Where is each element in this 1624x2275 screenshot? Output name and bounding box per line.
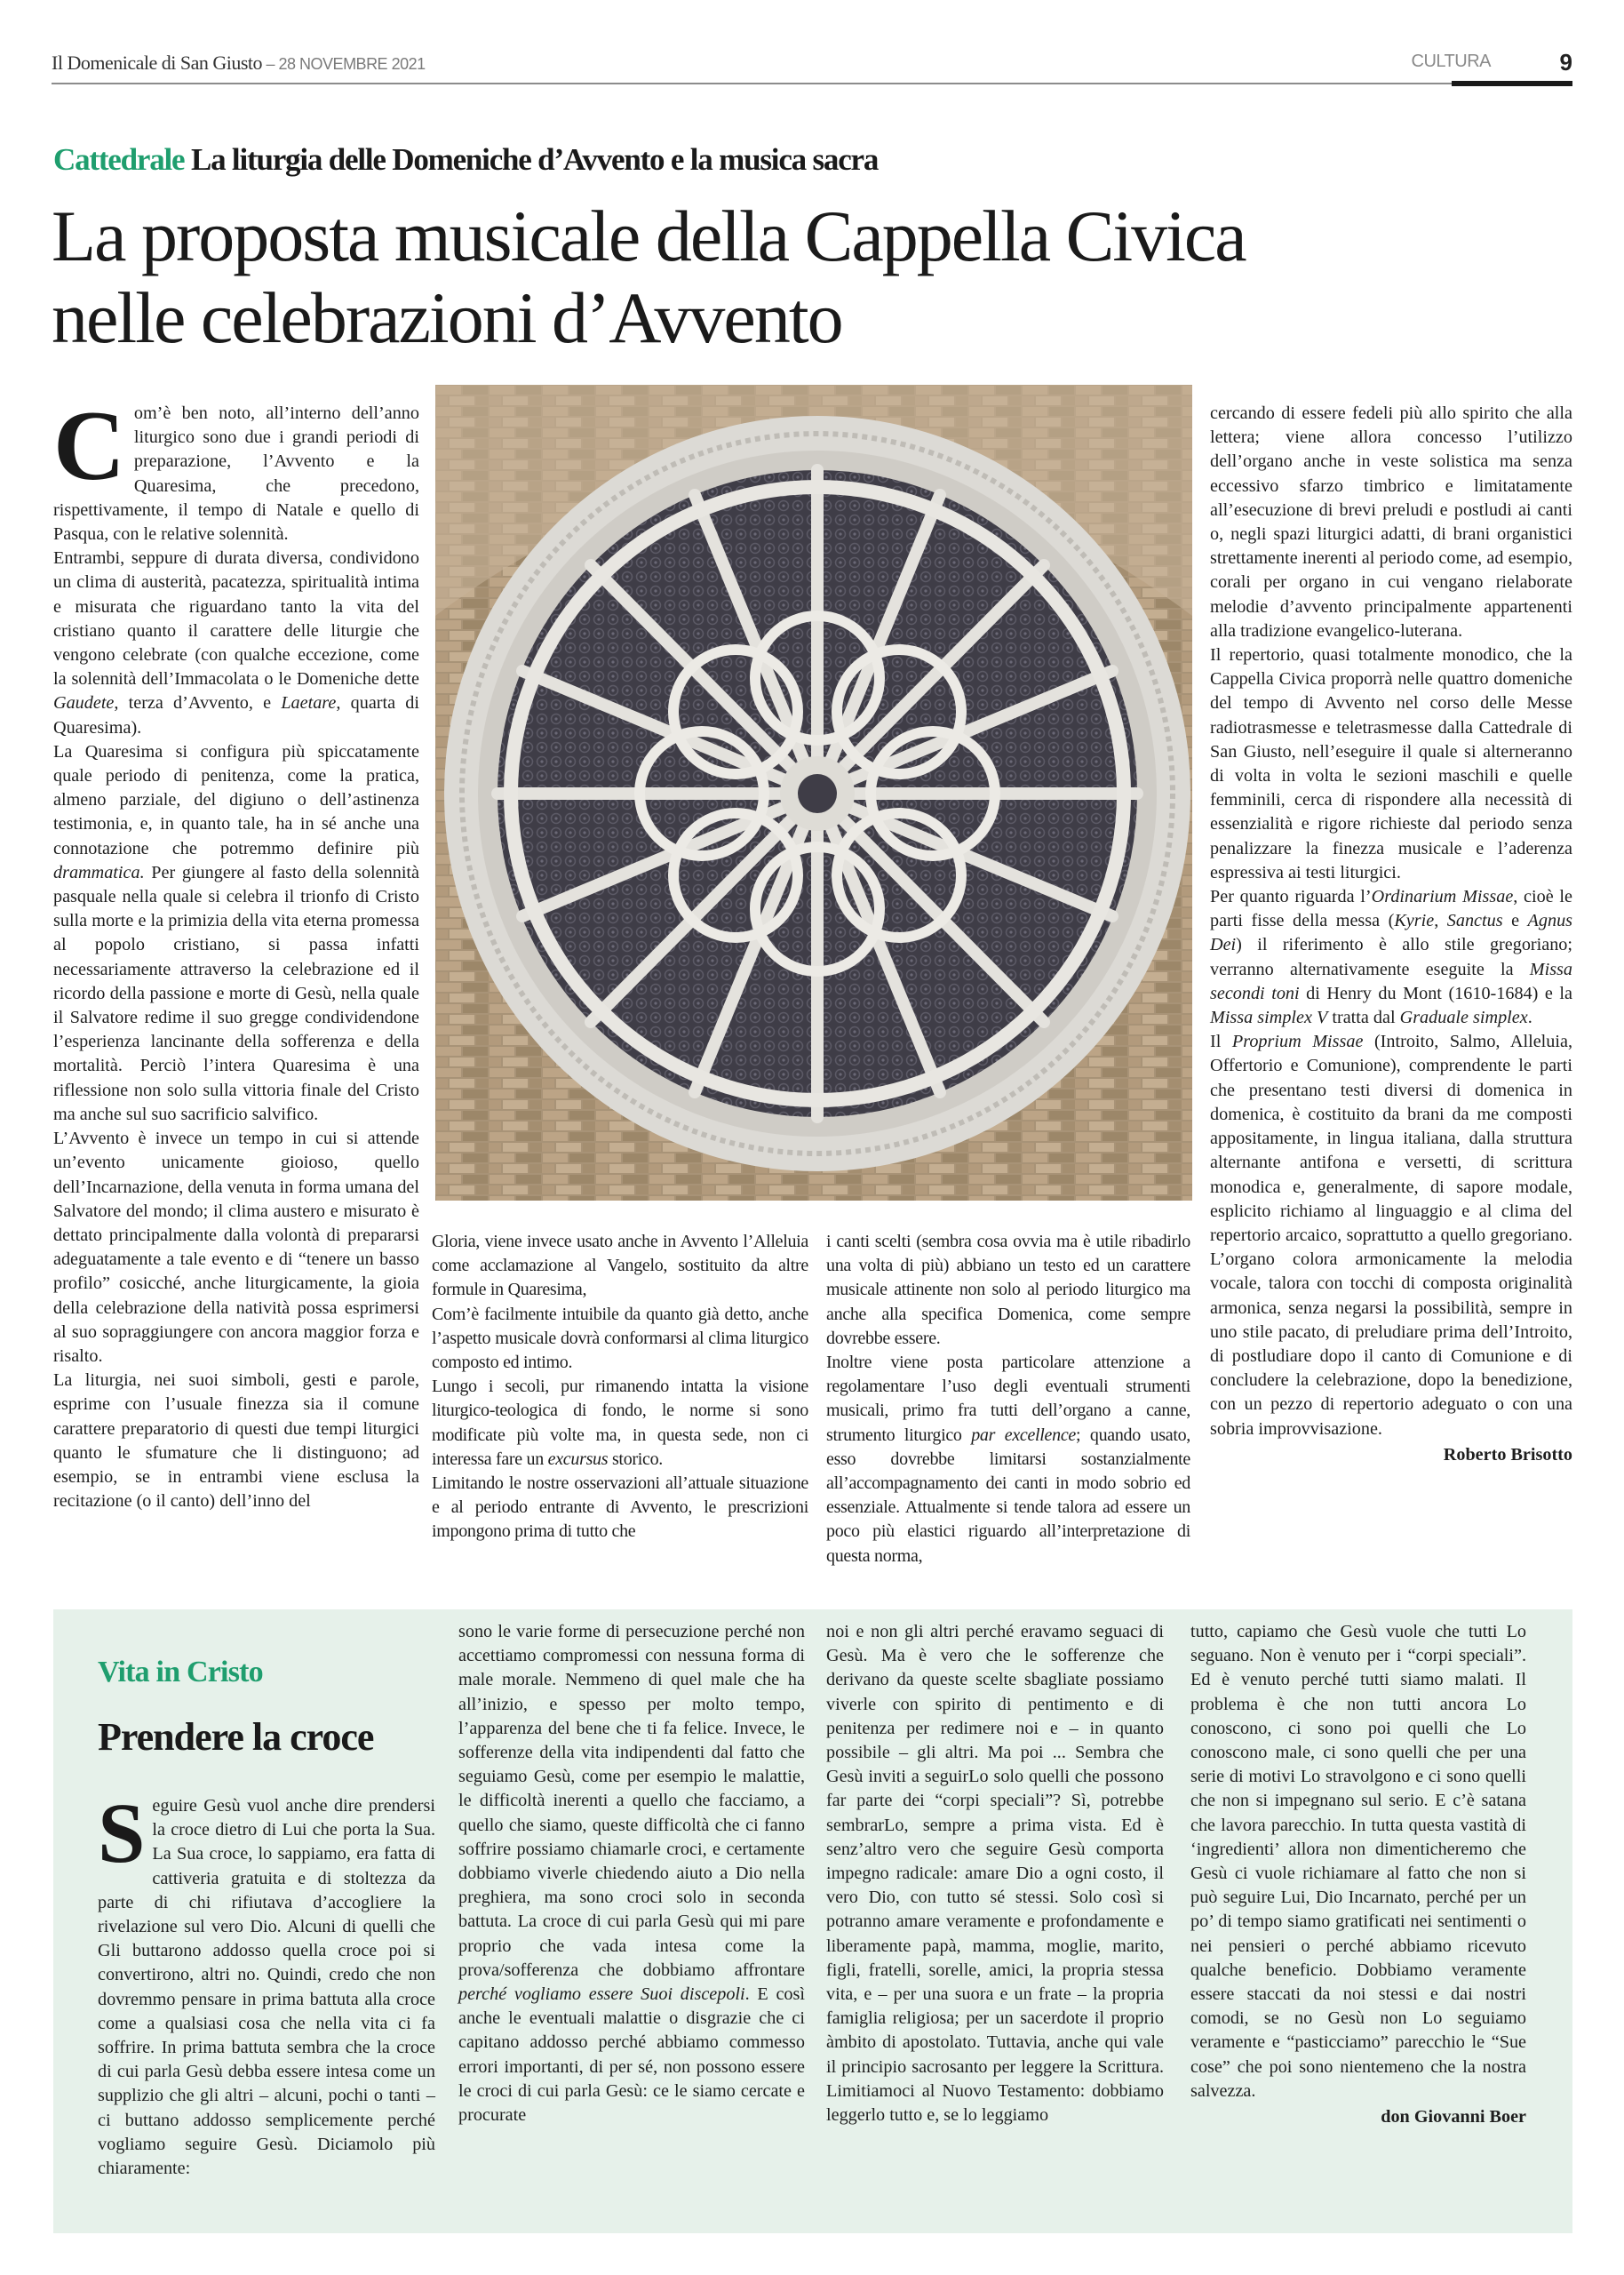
text: ) il riferimento è allo stile gregoriano; verranno alternativamente eseguite la: [1210, 935, 1572, 979]
rose-window-photo: [435, 385, 1192, 1201]
italic-term: Agnus Dei: [1210, 911, 1573, 955]
text: La Quaresima si configura più spiccatamente quale periodo di penitenza, come la pratica, almeno parziale, del digiuno o dell’astinenza testimonia, e, in quanto tale, ha in sé anche una connotazione che potremmo definire più: [53, 741, 419, 858]
italic-term: Laetare: [281, 693, 337, 714]
text: , cioè le parti fisse della messa (: [1210, 887, 1572, 931]
paragraph: [1210, 885, 1572, 1030]
paper-title: Il Domenicale di San Giusto: [52, 52, 263, 74]
paragraph: cercando di essere fedeli più allo spirito che alla lettera; viene allora concesso l’utilizzo dell’organo anche in veste solistica ma senza eccessivo sfarzo timbrico e limitatamente all’esecuzione di brevi preludi e postludi ai canti o, negli spazi liturgici adatti, di brani organistici strettamente inerenti al periodo come, ad esempio, corali per organo in cui vengano rielaborate melodie d’avvento principalmente appartenenti alla tradizione evangelico-luterana.: [1210, 403, 1572, 641]
paragraph: Com’è facilmente intuibile da quanto già detto, anche l’aspetto musicale dovrà conformarsi al clima liturgico composto ed intimo.: [432, 1304, 808, 1373]
article-kicker: [53, 142, 878, 178]
headline-line-1: La proposta musicale della Cappella Civica: [52, 196, 1246, 276]
text: , quarta di Quaresima).: [53, 693, 419, 738]
rose-window-image: [435, 385, 1192, 1201]
section-label: CULTURA: [1411, 52, 1491, 71]
italic-term: Missa simplex V: [1210, 1008, 1328, 1028]
article-author: Roberto Brisotto: [1443, 1444, 1572, 1465]
text: Il: [1210, 1032, 1232, 1052]
text: ,: [1434, 911, 1447, 931]
text: ; quando usato, esso dovrebbe limitarsi sostanzialmente all’accompagnamento dei canti in modo sobrio ed essenziale. Attualmente si tende talora ad essere un poco più elastici riguardo all’interpretazione di questa norma,: [826, 1425, 1190, 1566]
paragraph: tutto, capiamo che Gesù vuole che tutti Lo seguano. Non è venuto per i “corpi speciali”. Ed è venuto perché tutti siamo malati. Il problema è che non tutti ancora Lo conoscono, ci sono poi quelli che Lo conoscono male, ci sono quelli che per una serie di motivi Lo stravolgono e ci sono quelli che non si impegnano sul serio. E c’è satana che lavora parecchio. In tutta questa vastità di ‘ingredienti’ allora non dimenticheremo che Gesù ci vuole richiamare al fatto che non si può seguire Lui, Dio Incarnato, perché per un po’ di tempo siamo gratificati nei sentimenti o nei pensieri o perché abbiamo ricevuto qualche beneficio. Dobbiamo veramente essere staccati da noi stessi e dai nostri comodi, se no Gesù non Lo seguiamo veramente e “pasticciamo” parecchio le “Sue cose” che poi sono nientemeno che la nostra salvezza.: [1190, 1622, 1526, 2101]
italic-term: drammatica.: [53, 862, 145, 882]
kicker-tag: Cattedrale: [53, 142, 185, 177]
paragraph: L’Avvento è invece un tempo in cui si attende un’evento unicamente gioioso, quello dell’Incarnazione, della venuta in forma umana del Salvatore del mondo; il clima austero e misurato è dettato principalmente dalla volontà di prepararsi adeguatamente a tale evento e di “tenere un basso profilo” cosicché, anche liturgicamente, la gioia della celebrazione della natività possa esprimersi al suo sopraggiungere con ancora maggior forza e risalto.: [53, 1129, 419, 1366]
box-column-3: [826, 1620, 1164, 2127]
box-kicker: Vita in Cristo: [98, 1656, 263, 1688]
text: (Introito, Salmo, Alleluia, Offertorio e Comunione), comprendente le parti che presentano testi diversi di domenica in domenica, è costituito da brani da me composti appositamente, in lingua italiana, dalla struttura alternante antifona e versetti, di scrittura monodica e, generalmente, di sapore modale, esplicito richiamo al linguaggio e al clima del repertorio arcaico, soprattutto a quello gregoriano. L’organo colora armonicamente la melodia vocale, talora con tocchi di composta originalità armonica, senza negarsi la possibilità, sempre in uno stile pacato, di preludiare prima dell’Introito, di postludiare dopo il canto di Comunione e di concludere la celebrazione, dopo la benedizione, con un pezzo di repertorio adeguato o con una sobria improvvisazione.: [1210, 1032, 1572, 1439]
paragraph: [458, 1620, 805, 2127]
paragraph: [826, 1351, 1190, 1569]
paragraph: [1210, 1030, 1572, 1441]
italic-term: Kyrie: [1394, 911, 1435, 931]
italic-term: Proprium Missae: [1231, 1032, 1364, 1052]
text: Per giungere al fasto della solennità pasquale nella quale si celebra il trionfo di Cristo sulla morte e la primizia della vita eterna promessa al popolo cristiano, si passa infatti necessariamente attraverso la celebrazione ed il ricordo della passione e morte di Gesù, nella quale il Salvatore redime il suo gregge condividendone l’esperienza lancinante della sofferenza e della mortalità. Perciò l’intera Quaresima è una riflessione non solo sulla vittoria finale del Cristo ma anche sul suo sacrificio salvifico.: [53, 862, 419, 1124]
page-number: 9: [1559, 49, 1572, 76]
box-column-1: [98, 1785, 435, 2181]
paragraph: [98, 1785, 435, 2181]
sidebar-box-vita-in-cristo: [53, 1609, 1572, 2233]
box-title: Prendere la croce: [98, 1715, 374, 1759]
text: storico.: [608, 1449, 663, 1469]
paragraph: [53, 547, 419, 740]
italic-term: Ordinarium Missae: [1371, 887, 1514, 907]
text: Lungo i secoli, pur rimanendo intatta la visione liturgico-teologica di fondo, le norme si sono modificate più volte ma, in questa sede, non ci interessa fare un: [432, 1377, 808, 1469]
paragraph: [53, 391, 419, 547]
running-head: [52, 49, 1572, 87]
paragraph: [432, 1375, 808, 1472]
article-column-2: [432, 1230, 808, 1545]
text: . E così anche le eventuali malattie o disgrazie che ci capitano addosso perché abbiamo commesso errori importanti, di per sé, non possono essere le croci di cui parla Gesù: ce le siamo cercate e procurate: [458, 1984, 805, 2126]
paragraph: [53, 740, 419, 1127]
italic-term: Missa secondi toni: [1210, 959, 1572, 1003]
italic-term: excursus: [547, 1449, 609, 1469]
drop-cap: C: [53, 391, 125, 501]
text: , terza d’Avvento, e: [114, 693, 282, 714]
paragraph: Gloria, viene invece usato anche in Avvento l’Alleluia come acclamazione al Vangelo, sostituito da altre formule in Quaresima,: [432, 1232, 808, 1300]
box-author: don Giovanni Boer: [1381, 2107, 1526, 2127]
paragraph: La liturgia, nei suoi simboli, gesti e parole, esprime con l’usuale finezza sia il comune carattere preparatorio di questi due tempi liturgici quanto le sfumature che li distinguono; ad esempio, se in entrambi viene esclusa la recitazione (o il canto) dell’inno del: [53, 1370, 419, 1512]
italic-term: par excellence: [971, 1425, 1076, 1445]
italic-term: Sanctus: [1446, 911, 1503, 931]
paragraph: noi e non gli altri perché eravamo seguaci di Gesù. Ma è vero che le sofferenze che derivano da queste scelte sbagliate possiamo viverle con spirito di pentimento e di penitenza per redimere noi e – in quanto possibile – gli altri. Ma poi ... Sembra che Gesù inviti a seguirLo solo quelli che possono far parte dei “corpi speciali”? Sì, potrebbe sembrarLo, sempre a prima vista. Ed è senz’altro vero che seguire Gesù comporta impegno radicale: amare Dio a ogni costo, il vero Dio, con tutto sé stessi. Solo così si potranno amare veramente e profondamente e liberamente papà, mamma, moglie, marito, figli, fratelli, sorelle, amici, la propria stessa vita, e – per una suora e un frate – la propria famiglia religiosa; per un sacerdote il proprio àmbito di apostolato. Tuttavia, anche qui vale il principio sacrosanto per leggere la Scrittura. Limitiamoci al Nuovo Testamento: dobbiamo leggerlo tutto e, se lo leggiamo: [826, 1622, 1164, 2126]
header-rule: [52, 83, 1572, 84]
paragraph: Limitando le nostre osservazioni all’attuale situazione e al periodo entrante di Avvento, le prescrizioni impongono prima di tutto che: [432, 1473, 808, 1542]
headline-line-2: nelle celebrazioni d’Avvento: [52, 277, 842, 358]
text: .: [1527, 1008, 1532, 1028]
text: om’è ben noto, all’interno dell’anno liturgico sono due i grandi periodi di preparazione, l’Avvento e la Quaresima, che precedono, rispettivamente, il tempo di Natale e quello di Pasqua, con le relative solennità.: [53, 403, 419, 545]
italic-term: Gaudete: [53, 693, 115, 714]
newspaper-name: [52, 52, 426, 75]
text: Per quanto riguarda l’: [1210, 887, 1372, 907]
text: eguire Gesù vuol anche dire prendersi la croce dietro di Lui che porta la Sua. La Sua croce, lo sappiamo, era fatta di cattiveria gratuita e di stoltezza da parte di chi rifiutava d’accogliere la rivelazione sul vero Dio. Alcuni di quelli che Gli buttarono addosso quella croce poi si convertirono, altri no. Quindi, credo che non dovremmo pensare in prima battuta alla croce come a qualsiasi cosa che nella vita ci fa soffrire. In prima battuta sembra che la croce di cui parla Gesù debba essere intesa come un supplizio che gli altri – alcuni, pochi o tanti – ci buttano addosso semplicemente perché vogliamo seguire Gesù. Diciamolo più chiaramente:: [98, 1796, 435, 2179]
article-column-4: [1210, 402, 1572, 1467]
text: sono le varie forme di persecuzione perché non accettiamo compromessi con nessuna forma di male morale. Nemmeno di quel male che ha all’inizio, e spesso per molto tempo, l’apparenza del bene che ti fa felice. Invece, le sofferenze della vita indipendenti dal fatto che seguiamo Gesù, come per esempio le malattie, le difficoltà inerenti a quello che facciamo, a quello che siamo, queste difficoltà che ci fanno soffrire possiamo chiamarle croci, e certamente dobbiamo viverle chiedendo aiuto a Dio nella preghiera, ma sono croci solo in seconda battuta. La croce di cui parla Gesù qui mi pare proprio che vada intesa come la prova/sofferenza che dobbiamo affrontare: [458, 1622, 805, 1980]
text: e: [1502, 911, 1528, 931]
box-column-4: [1190, 1620, 1526, 2129]
text: Inoltre viene posta particolare attenzione a regolamentare l’uso degli eventuali strumenti musicali, primo fra tutti dell’organo a canne, strumento liturgico: [826, 1353, 1190, 1445]
paragraph: i canti scelti (sembra cosa ovvia ma è utile ribadirlo una volta di più) abbiano un testo ed un carattere musicale attinente non solo al periodo liturgico ma anche alla specifica Domenica, come sempre dovrebbe essere.: [826, 1232, 1190, 1348]
paragraph: Il repertorio, quasi totalmente monodico, che la Cappella Civica proporrà nelle quattro domeniche del tempo di Avvento nel corso delle Messe radiotrasmesse e teletrasmesse dalla Cattedrale di San Giusto, nell’eseguire il quale si alterneranno di volta in volta le sezioni maschili e quelle femminili, cerca di rispondere alla necessità di essenzialità e rigore richieste dal periodo senza penalizzare la finezza musicale e l’aderenza espressiva ai testi liturgici.: [1210, 645, 1572, 882]
issue-date: – 28 NOVEMBRE 2021: [262, 55, 426, 73]
article-column-1: [53, 391, 419, 1513]
article-headline: [52, 196, 1580, 359]
text: Entrambi, seppure di durata diversa, condividono un clima di austerità, pacatezza, spiritualità intima e misurata che riguardano tanto la vita del cristiano quanto il carattere delle liturgie che vengono celebrate (con qualche eccezione, come la solennità dell’Immacolata o le Domeniche dette: [53, 548, 419, 690]
drop-cap: S: [98, 1785, 146, 1880]
box-column-2: [458, 1620, 805, 2127]
header-rule-accent: [1452, 81, 1572, 86]
italic-phrase: perché vogliamo essere Suoi discepoli: [458, 1984, 745, 2005]
article-column-3: [826, 1230, 1190, 1569]
italic-term: Graduale simplex: [1399, 1008, 1528, 1028]
text: di Henry du Mont (1610-1684) e la: [1299, 983, 1572, 1003]
text: tratta dal: [1327, 1008, 1400, 1028]
kicker-topic: La liturgia delle Domeniche d’Avvento e la musica sacra: [184, 142, 879, 177]
